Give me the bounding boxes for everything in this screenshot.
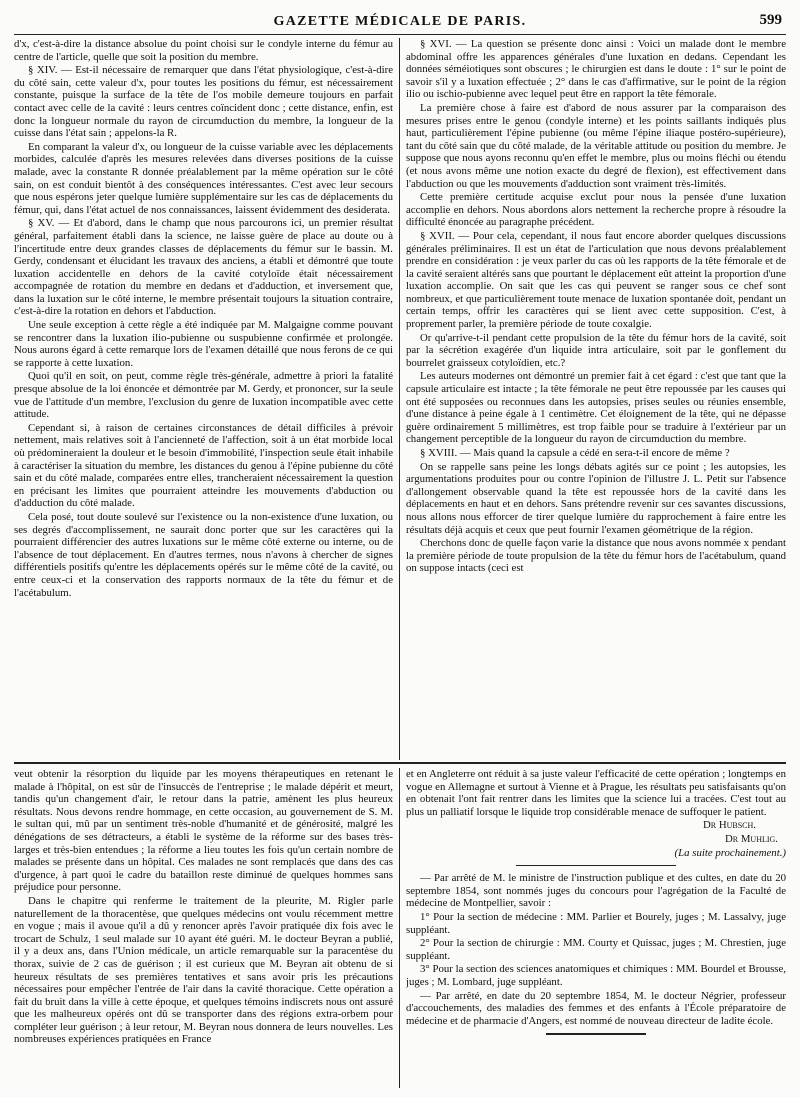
paragraph-section-17: § XVII. — Pour cela, cependant, il nous faut encore aborder quelques discussions générales préliminaires. Il est un état de l'articulation que nous devons préalablement prendre en considération : je veux parler du cas où les rapports de la tête fémorale et de la cavité seraient altérés sans que pourtant le déplacement eût atteint la proportion d'une luxation accomplie. On sait que les cas qui peuvent se ranger sous ce chef sont nombreux, et que particulièrement toute menace de luxation spontanée doit, pendant un certain temps, offrir les caractères qui se lient avec cette supposition. C'est, à proprement parler, la première période de toute coxalgie. [406, 229, 786, 331]
page-number: 599 [759, 12, 782, 28]
paragraph: veut obtenir la résorption du liquide par les moyens thérapeutiques en retenant le malade à l'hôpital, on est sûr de l'insuccès de l'entreprise ; le malade dépérit et meurt, tandis qu'un changement d'air, le retour dans la patrie, amènent les plus heureux résultats. Nous devons rendre hommage, en cette occasion, au gouvernement de S. M. le sultan qui, mû par un sentiment très-noble d'humanité et de générosité, malgré les dénégations de ses détracteurs, a établi le système de la réforme sur des bases très-larges et très-bien entendues ; la réforme a lieu toutes les fois qu'un certain nombre de malades se présente dans un hôpital. Ces malades ne sont remplacés que dans des cas d'urgence, à part quoi le cadre du bataillon reste diminué de quelques hommes sans préjudice pour personne. [14, 768, 393, 894]
news-notice: — Par arrêté, en date du 20 septembre 1854, M. le docteur Négrier, professeur d'accouchements, des maladies des femmes et des enfants à l'École préparatoire de médecine et de pharmacie d'Angers, est nommé de nouveau directeur de ladite école. [406, 989, 786, 1027]
journal-title: GAZETTE MÉDICALE DE PARIS. [273, 14, 527, 29]
paragraph: Une seule exception à cette règle a été indiquée par M. Malgaigne comme pouvant se rencontrer dans la luxation ilio-pubienne ou suspubienne confirmée et prolongée. Nous aurons égard à cette remarque lors de l'examen détaillé que nous ferons de ce qui se rapporte à cette luxation. [14, 319, 393, 369]
paragraph: Quoi qu'il en soit, on peut, comme règle très-générale, admettre à priori la fatalité presque absolue de la loi énoncée et démontrée par M. Gerdy, et prononcer, sur la seule vue de l'attitude d'un membre, l'exclusion du genre de luxation incompatible avec cette attitude. [14, 370, 393, 421]
paragraph: Cherchons donc de quelle façon varie la distance que nous avons nommée x pendant la première période de toute propulsion de la tête du fémur hors de l'acétabulum, quand on suppose intacts (ceci est [406, 537, 786, 575]
header-rule [14, 34, 786, 35]
column-rule [399, 38, 400, 760]
author-signature: Dr Muhlig. [724, 832, 778, 845]
paragraph: Cela posé, tout doute soulevé sur l'existence ou la non-existence d'une luxation, ou ses degrés d'accomplissement, ne saurait donc porter que sur les caractères qui la pourraient différencier des autres luxations sur le même côté externe ou interne, ou de l'absence de tout déplacement. En d'autres termes, nous n'avons à chercher de signes différentiels positifs qu'entre les déplacements opérés sur le même côté de la cavité, ou entre ceux-ci et la conservation des rapports normaux de la tête du fémur et de l'acétabulum. [14, 510, 393, 599]
list-item: 2° Pour la section de chirurgie : MM. Courty et Quissac, juges ; M. Chrestien, juge suppléant. [406, 937, 786, 962]
paragraph-section-14: § XIV. — Est-il nécessaire de remarquer que dans l'état physiologique, c'est-à-dire du côté sain, cette valeur d'x, pour toutes les positions du fémur, est nécessairement constante, puisque la surface de la tête de l'os mobile demeure toujours en parfait contact avec celle de la cavité : leurs centres coïncident donc ; cette distance, enfin, est donc la longueur normale du rayon de circumduction du membre, la longueur de la cuisse dans l'état sain ; appelons-la R. [14, 64, 393, 140]
paragraph: Or qu'arrive-t-il pendant cette propulsion de la tête du fémur hors de la cavité, soit par la sécrétion exagérée d'un liquide intra articulaire, soit par le gonflement du bourrelet graisseux cotyloïdien, etc.? [406, 331, 786, 369]
column-rule [399, 768, 400, 1088]
review-column-lower-left [14, 768, 393, 1086]
running-head [0, 0, 800, 36]
paragraph: On se rappelle sans peine les longs débats agités sur ce point ; les autopsies, les argumentations produites pour ou contre l'opinion de l'illustre J. L. Petit sur l'absence d'allongement observable quand la tête est repoussée hors de la cavité dans les déplacements en haut et en dehors. Sans prétendre revenir sur ces savantes discussions, nous allons nous efforcer de tirer quelque lumière du rapprochement à faire entre les résultats déjà acquis et ceux que peut fournir l'examen géométrique de la région. [406, 460, 786, 536]
list-item: 1° Pour la section de médecine : MM. Parlier et Bourely, juges ; M. Lassalvy, juge suppléant. [406, 910, 786, 936]
author-signature: Dr Hubsch. [702, 819, 756, 832]
paragraph: Cette première certitude acquise exclut pour nous la pensée d'une luxation accomplie en dehors. Nous abordons alors nettement la recherche propre à résoudre la difficulté énoncée au paragraphe précédent. [406, 191, 786, 229]
section-divider [14, 762, 786, 764]
list-item: 3° Pour la section des sciences anatomiques et chimiques : MM. Bourdel et Brousse, juges ; M. Lombard, juge suppléant. [406, 963, 786, 988]
paragraph: En comparant la valeur d'x, ou longueur de la cuisse variable avec les déplacements morbides, calculée d'après les mesures relevées dans diverses positions de la cuisse malade, avec la constante R donnée préalablement par la même opération sur le côté sain, on est conduit bientôt à des conséquences intéressantes. C'est avec leur secours que nous espérons jeter quelque lumière supplémentaire sur les cas de déplacements du fémur, qui, dans l'état actuel de nos connaissances, laissent évidemment des desiderata. [14, 140, 393, 216]
short-rule [516, 865, 676, 866]
paragraph-section-16: § XVI. — La question se présente donc ainsi : Voici un malade dont le membre abdominal offre les apparences générales d'une luxation en dedans. Cependant les données séméiotiques sont obscures ; le chirurgien est dans le doute : 1° sur le point de savoir s'il y a luxation effectuée ; 2° dans le cas d'affirmative, sur le point de la région ilio ou ischio-pubienne avec lequel peut être en rapport la tête fémorale. [406, 38, 786, 101]
article-column-upper-right [406, 38, 786, 760]
paragraph: Cependant si, à raison de certaines circonstances de détail difficiles à prévoir nettement, mais relatives soit à l'ancienneté de l'affection, soit à un état morbide local où prédomineraient la douleur et le besoin d'immobilité, l'inspection seule était inhabile à caractériser la situation du membre, les distances du genou à l'épine pubienne du côté sain et du côté malade, comparées entre elles, trancheraient nécessairement la question en précisant les limites que pourraient atteindre les mouvements d'abduction ou d'adduction du côté malade. [14, 421, 393, 510]
paragraph: d'x, c'est-à-dire la distance absolue du point choisi sur le condyle interne du fémur au centre de l'article, quelle que soit la position du membre. [14, 38, 393, 63]
news-notice: — Par arrêté de M. le ministre de l'instruction publique et des cultes, en date du 20 septembre 1854, sont nommés juges du concours pour l'agrégation de la Faculté de médecine de Montpellier, savoir : [406, 872, 786, 910]
continued-note: (La suite prochainement.) [674, 846, 786, 859]
paragraph: La première chose à faire est d'abord de nous assurer par la comparaison des mesures prises entre le genou (condyle interne) et les points saillants indiqués plus haut, particulièrement l'épine pubienne (ou même l'épine iliaque postéro-supérieure), tant du côté sain que du côté malade, de la véritable attitude ou position du membre. Je suppose que nous ayons reconnu qu'en effet le membre, plus ou moins fléchi ou étendu (et nous avons même une notion exacte du degré de flexion), est effectivement dans l'abduction ou que les mouvements d'adduction sont vraiment très-limités. [406, 101, 786, 190]
paragraph: Dans le chapitre qui renferme le traitement de la pleurite, M. Rigler parle naturellement de la thoracentèse, que quelques médecins ont voulu récemment mettre en vogue ; mais il avoue qu'il a dû y renoncer après l'avoir pratiquée dix fois avec le trocart de Schulz, 1 seul malade sur 10 ayant été guéri. M. le docteur Beyran a publié, il y a deux ans, dans l'Union médicale, un article remarquable sur la paracentèse du thorax, suivie de 2 cas de guérison ; il est curieux que M. Beyran ait obtenu de si heureux résultats de ses premières tentatives et sans avoir pris les précautions nécessaires pour empêcher l'entrée de l'air dans la cavité thoracique. Cette opération a fait du bruit dans la ville à cette époque, et quelques témoins indiscrets nous ont assuré que les malheureux opérés ont dû se transporter dans des régions extra-orbem pour compléter leur guérison ; à leur retour, M. Beyran nous donnera de leurs nouvelles. Les nombreuses expériences pratiquées en France [14, 894, 393, 1046]
article-column-upper-left [14, 38, 393, 760]
paragraph-section-15: § XV. — Et d'abord, dans le champ que nous parcourons ici, un premier résultat général, parfaitement établi dans la science, ne laisse guère de place au doute ou à l'incertitude entre deux grandes classes de déplacements du fémur sur le bassin. M. Gerdy, condensant et élucidant les travaux des anciens, a établi et démontré que toute luxation accidentelle en dehors de la cavité cotyloïde était nécessairement accompagnée de rotation du membre en dedans et d'adduction, et inversement que, dans la luxation sur le côté interne, le membre présentait toujours la situation contraire, c'est-à-dire la rotation en dehors et l'abduction. [14, 217, 393, 318]
paragraph-section-18: § XVIII. — Mais quand la capsule a cédé en sera-t-il encore de même ? [420, 447, 730, 459]
review-column-lower-right [406, 768, 786, 1086]
paragraph: et en Angleterre ont réduit à sa juste valeur l'efficacité de cette opération ; longtemps en vogue en Allemagne et surtout à Vienne et à Prague, les résultats peu satisfaisants qu'on en obtenait l'ont fait rentrer dans les limites que la science lui a tracées. C'est tout au plus un palliatif lorsque le liquide trop considérable menace de suffoquer le patient. [406, 768, 786, 818]
end-rule [546, 1033, 646, 1035]
paragraph: Les auteurs modernes ont démontré un premier fait à cet égard : c'est que tant que la capsule articulaire est intacte ; la tête fémorale ne peut être repoussée par les causes qui ont été supposées ou reconnues dans les autopsies, prises seules ou réunies ensemble, d'une distance à peine égale à 1 centimètre. Cet éloignement de la tête, qui ne dépasse guère ordinairement 5 millimètres, est trop faible pour se traduire à l'extérieur par un changement perceptible de la longueur du rayon de circumduction du membre. [406, 370, 786, 446]
